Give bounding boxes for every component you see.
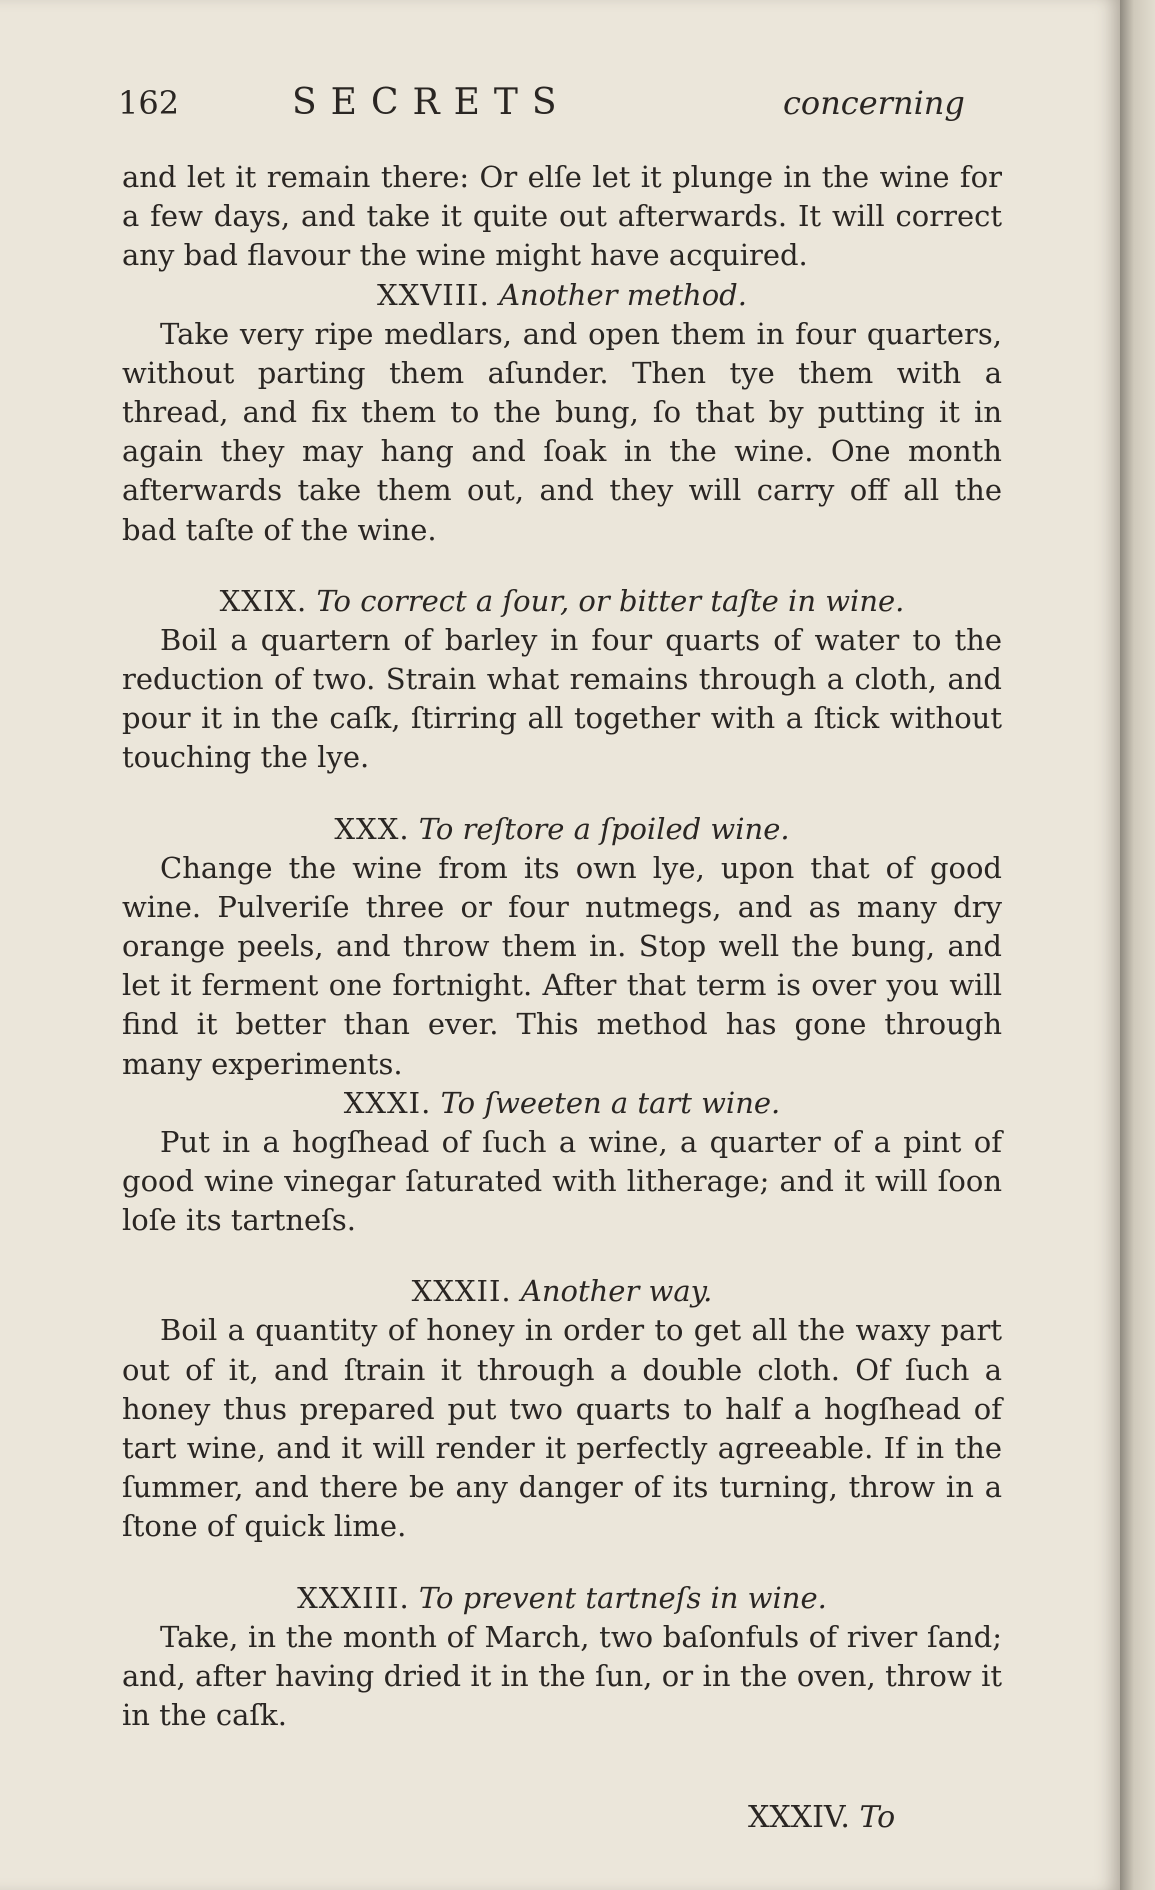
catchword bbox=[748, 1797, 978, 1839]
section-title: Another way. bbox=[520, 1274, 713, 1309]
section-title: To reſtore a ſpoiled wine. bbox=[418, 811, 790, 846]
running-header bbox=[118, 78, 1098, 128]
catchword-text: To bbox=[859, 1800, 896, 1835]
section-heading bbox=[122, 1084, 1002, 1123]
section-body: Boil a quantity of honey in order to get all the waxy part out of it, and ſtrain it through a double cloth. Of ſuch a honey thus prepared put two quarts to half a hogſhead of tart wine, and it will render it perfectly agreeable. If in the ſummer, and there be any danger of its turning, throw in a ſtone of quick lime. bbox=[122, 1313, 1002, 1544]
section-body: Take, in the month of March, two baſonfuls of river ſand; and, after having dried it in the ſun, or in the oven, throw it in the caſk. bbox=[122, 1619, 1002, 1733]
section-heading bbox=[122, 1579, 1002, 1618]
page-edge bbox=[1120, 0, 1155, 1890]
section-heading bbox=[122, 810, 1002, 849]
page-body bbox=[122, 158, 1002, 1735]
section-number: XXVIII. bbox=[377, 277, 490, 312]
running-title-continuation: concerning bbox=[783, 84, 965, 122]
catchword-number: XXXIV. bbox=[748, 1800, 850, 1835]
section-body: Change the wine from its own lye, upon that of good wine. Pulveriſe three or four nutmegs, and as many dry orange peels, and throw them in. Stop well the bung, and let it ferment one fortnight. After that term is over you will find it better than ever. This method has gone through many experiments. bbox=[122, 850, 1002, 1081]
section-number: XXIX. bbox=[219, 583, 308, 618]
section-body-continued: and let it remain there: Or elſe let it plunge in the wine for a few days, and take it quite out afterwards. It will correct any bad flavour the wine might have acquired. bbox=[122, 160, 1002, 273]
section-heading bbox=[122, 276, 1002, 315]
section-title: Another method. bbox=[499, 277, 747, 312]
section-number: XXXI. bbox=[343, 1085, 432, 1120]
section-number: XXX. bbox=[334, 811, 410, 846]
section-heading bbox=[122, 582, 1002, 621]
section-number: XXXII. bbox=[411, 1274, 512, 1309]
section-title: To correct a ſour, or bitter taſte in wine. bbox=[316, 583, 905, 618]
running-title: SECRETS bbox=[292, 82, 571, 123]
section-body: Take very ripe medlars, and open them in four quarters, without parting them aſunder. Then tye them with a thread, and fix them to the bung, ſo that by putting it in again they may hang and ſoak in the wine. One month afterwards take them out, and they will carry off all the bad taſte of the wine. bbox=[122, 316, 1002, 547]
section-heading bbox=[122, 1272, 1002, 1311]
section-number: XXXIII. bbox=[297, 1580, 410, 1615]
page-number: 162 bbox=[118, 84, 180, 122]
section-body: Put in a hogſhead of ſuch a wine, a quarter of a pint of good wine vinegar ſaturated with litherage; and it will ſoon loſe its tartneſs. bbox=[122, 1124, 1002, 1238]
section-body: Boil a quartern of barley in four quarts of water to the reduction of two. Strain what remains through a cloth, and pour it in the caſk, ſtirring all together with a ſtick without touching the lye. bbox=[122, 622, 1002, 775]
section-title: To prevent tartneſs in wine. bbox=[418, 1580, 827, 1615]
section-title: To ſweeten a tart wine. bbox=[440, 1085, 781, 1120]
